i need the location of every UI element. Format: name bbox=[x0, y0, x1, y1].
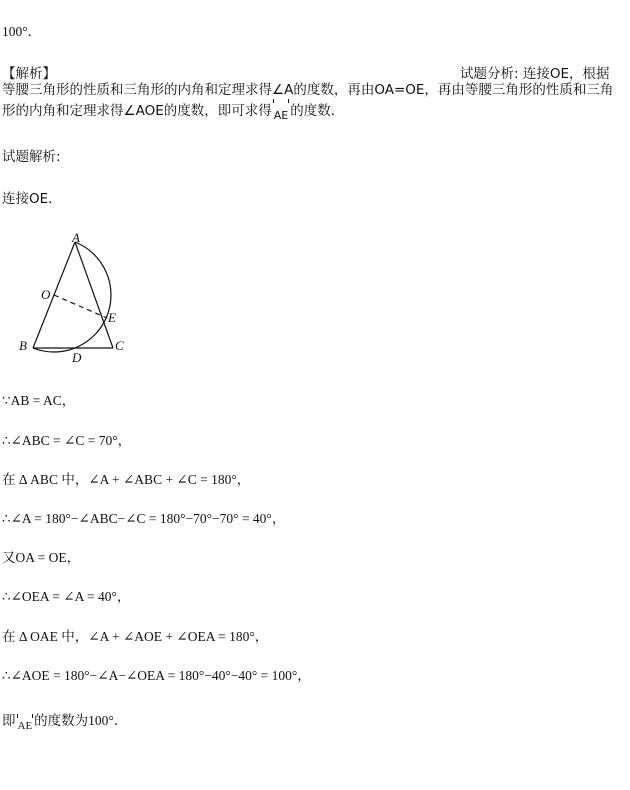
step-8-text: ∴∠AOE = 180°−∠A−∠OEA = 180°−40°−40° = 100°， bbox=[2, 668, 311, 683]
point-a-label: A bbox=[72, 230, 80, 245]
geometry-figure bbox=[12, 228, 152, 368]
step-6 bbox=[2, 585, 130, 605]
answer-text: 100°． bbox=[2, 24, 42, 39]
connect-step bbox=[2, 187, 62, 207]
analysis-hint-lead: 试题分析: 连接OE，根据 bbox=[460, 66, 610, 82]
conclusion-prefix: 即 bbox=[2, 713, 16, 728]
solution-heading: 试题解析: bbox=[2, 149, 61, 165]
conclusion-suffix: 的度数为100°． bbox=[34, 713, 128, 728]
conclusion-arc-ae-label: AE bbox=[17, 720, 33, 732]
point-c-label: C bbox=[115, 338, 124, 353]
point-o-label: O bbox=[41, 287, 51, 302]
step-6-text: ∴∠OEA = ∠A = 40°， bbox=[2, 589, 131, 604]
step-1-text: ∵AB = AC， bbox=[2, 393, 76, 408]
step-8 bbox=[2, 664, 311, 684]
analysis-body bbox=[2, 80, 624, 126]
analysis-tag: 【解析】 bbox=[2, 66, 56, 82]
segment-ac bbox=[75, 242, 113, 348]
point-b-label: B bbox=[19, 338, 27, 353]
connect-step-text: 连接OE． bbox=[2, 191, 62, 207]
arc-ae-label: AE bbox=[272, 105, 290, 126]
step-3 bbox=[2, 468, 250, 488]
segment-oe bbox=[54, 295, 107, 318]
step-2 bbox=[2, 429, 131, 449]
step-4-text: ∴∠A = 180°−∠ABC−∠C = 180°−70°−70° = 40°， bbox=[2, 511, 286, 526]
point-e-label: E bbox=[108, 310, 116, 325]
analysis-hint-tail: 的度数． bbox=[290, 103, 345, 119]
step-7-text: 在 Δ OAE 中，∠A + ∠AOE + ∠OEA = 180°， bbox=[2, 629, 269, 644]
step-1 bbox=[2, 389, 75, 409]
point-d-label: D bbox=[72, 350, 82, 365]
analysis-hint-body: 等腰三角形的性质和三角形的内角和定理求得∠A的度数，再由OA=OE，再由等腰三角形的性质和三角形的内角和定理求得∠AOE的度数，即可求得 bbox=[2, 82, 614, 119]
step-3-text: 在 Δ ABC 中，∠A + ∠ABC + ∠C = 180°， bbox=[2, 472, 251, 487]
step-4 bbox=[2, 507, 285, 527]
step-2-text: ∴∠ABC = ∠C = 70°， bbox=[2, 433, 132, 448]
step-7 bbox=[2, 625, 268, 645]
step-5 bbox=[2, 546, 80, 566]
step-5-text: 又OA = OE， bbox=[2, 550, 81, 565]
conclusion bbox=[2, 709, 127, 732]
